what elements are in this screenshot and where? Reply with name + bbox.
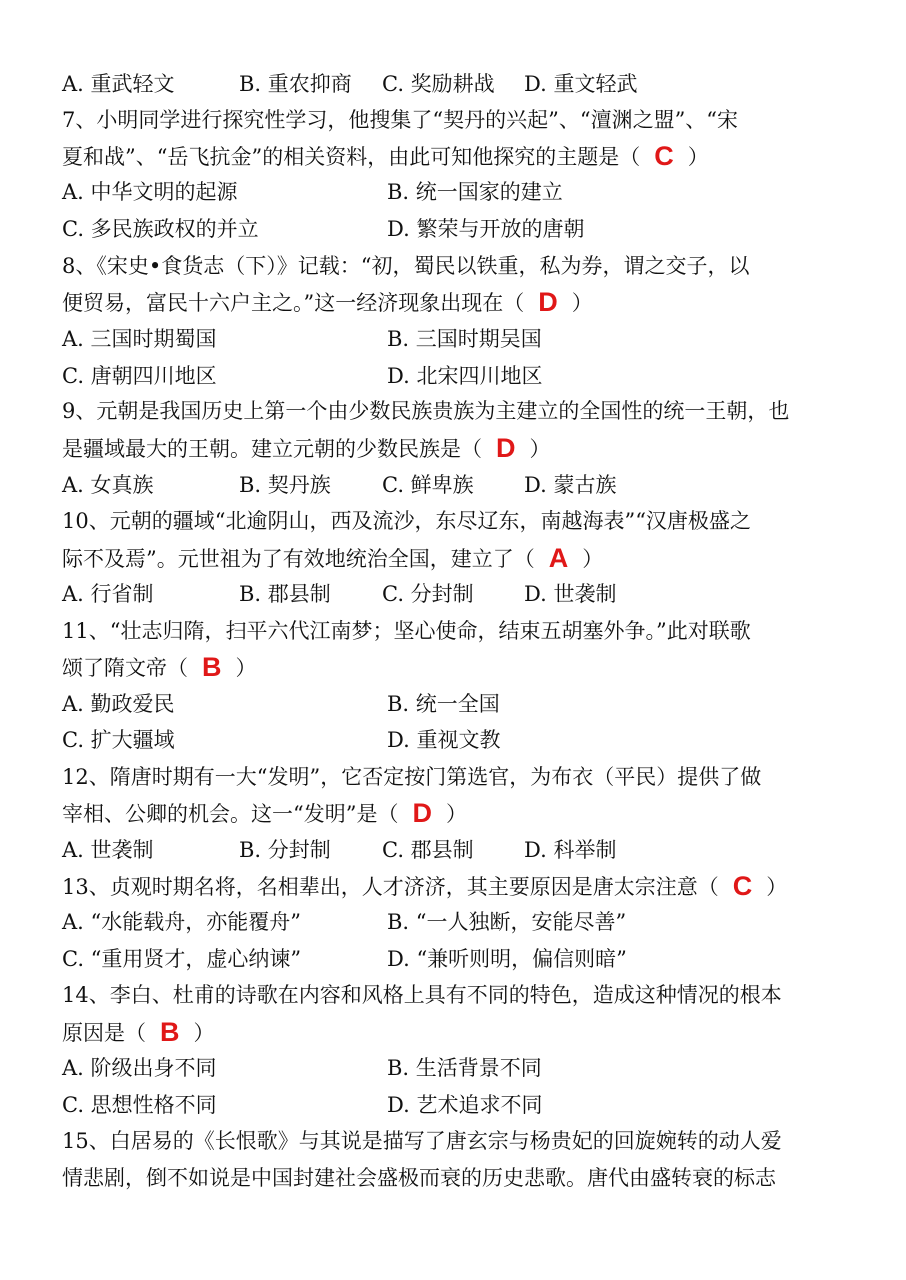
question-text: 14、李白、杜甫的诗歌在内容和风格上具有不同的特色，造成这种情况的根本 [62,983,782,1007]
option-row [62,832,862,868]
answer-option: C. 多民族政权的并立 [62,217,259,241]
option-row [62,941,862,977]
option-row [62,904,862,940]
answer-mark: D [496,433,516,463]
answer-mark: D [412,798,432,828]
question-line [62,430,862,466]
option-row [62,211,862,247]
question-text: 12、隋唐时期有一大“发明”，它否定按门第选官，为布衣（平民）提供了做 [62,765,762,789]
answer-mark: B [160,1017,180,1047]
answer-option: B. 三国时期吴国 [387,327,542,351]
question-line [62,977,862,1013]
question-text: 原因是（ [62,1021,146,1045]
answer-option: C. 鲜卑族 [382,473,474,497]
question-text: 13、贞观时期名将，名相辈出，人才济济，其主要原因是唐太宗注意（ [62,875,719,899]
question-line [62,393,862,429]
question-text: 是疆域最大的王朝。建立元朝的少数民族是（ [62,437,482,461]
answer-option: C. 思想性格不同 [62,1093,217,1117]
answer-option: C. 郡县制 [382,838,474,862]
answer-option: B. 生活背景不同 [387,1056,542,1080]
answer-option: D. 繁荣与开放的唐朝 [387,217,585,241]
close-paren: ） [445,802,467,826]
answer-option: D. 北宋四川地区 [387,364,543,388]
question-line [62,649,862,685]
option-row [62,686,862,722]
answer-option: A. 三国时期蜀国 [62,327,217,351]
question-text: 15、白居易的《长恨歌》与其说是描写了唐玄宗与杨贵妃的回旋婉转的动人爱 [62,1129,782,1153]
question-line [62,248,862,284]
answer-option: D. 艺术追求不同 [387,1093,543,1117]
question-line [62,138,862,174]
answer-mark: B [202,652,222,682]
answer-option: D. “兼听则明，偏信则暗” [387,947,627,971]
answer-mark: C [732,871,753,901]
question-line [62,1123,862,1159]
answer-option: A. 行省制 [62,582,154,606]
answer-option: D. 科举制 [524,838,617,862]
answer-option: B. 契丹族 [239,473,331,497]
close-paren: ） [687,145,709,169]
question-line [62,503,862,539]
answer-option: A. “水能载舟，亦能覆舟” [62,910,301,934]
answer-option: A. 世袭制 [62,838,154,862]
answer-option: C. 奖励耕战 [382,72,495,96]
answer-option: B. 重农抑商 [239,72,352,96]
answer-option: D. 重文轻武 [524,72,638,96]
question-line [62,613,862,649]
answer-option: C. 唐朝四川地区 [62,364,217,388]
question-text: 夏和战”、“岳飞抗金”的相关资料，由此可知他探究的主题是（ [62,145,641,169]
option-row [62,467,862,503]
answer-mark: A [548,543,569,573]
question-line [62,868,862,904]
question-text: 8、《宋史•食货志（下）》记载：“初，蜀民以铁重，私为券，谓之交子，以 [62,254,750,278]
close-paren: ） [193,1021,215,1045]
question-line [62,284,862,320]
question-text: 宰相、公卿的机会。这一“发明”是（ [62,802,399,826]
question-line [62,795,862,831]
answer-mark: C [654,141,674,171]
question-text: 10、元朝的疆域“北逾阴山，西及流沙，东尽辽东，南越海表”“汉唐极盛之 [62,509,751,533]
question-text: 情悲剧，倒不如说是中国封建社会盛极而衰的历史悲歌。唐代由盛转衰的标志 [62,1166,776,1190]
answer-option: A. 重武轻文 [62,72,175,96]
question-text: 11、“壮志归隋，扫平六代江南梦；坚心使命，结束五胡塞外争。”此对联歌 [62,619,751,643]
answer-option: B. 分封制 [239,838,331,862]
option-row [62,1050,862,1086]
answer-option: C. “重用贤才，虚心纳谏” [62,947,302,971]
answer-option: B. 统一全国 [387,692,500,716]
question-line [62,102,862,138]
answer-option: A. 勤政爱民 [62,692,175,716]
close-paren: ） [571,291,593,315]
option-row [62,174,862,210]
question-text: 7、小明同学进行探究性学习，他搜集了“契丹的兴起”、“澶渊之盟”、“宋 [62,108,739,132]
answer-option: B. 郡县制 [239,582,331,606]
close-paren: ） [582,547,604,571]
answer-option: B. “一人独断，安能尽善” [387,910,627,934]
question-text: 便贸易，富民十六户主之。”这一经济现象出现在（ [62,291,525,315]
option-row [62,358,862,394]
question-line [62,540,862,576]
answer-option: D. 世袭制 [524,582,617,606]
question-line [62,1014,862,1050]
answer-mark: D [538,287,558,317]
option-row [62,1087,862,1123]
question-text: 际不及焉”。元世祖为了有效地统治全国，建立了（ [62,547,535,571]
answer-option: C. 扩大疆域 [62,728,175,752]
answer-option: B. 统一国家的建立 [387,180,563,204]
answer-option: A. 女真族 [62,473,154,497]
question-text: 9、元朝是我国历史上第一个由少数民族贵族为主建立的全国性的统一王朝，也 [62,399,790,423]
answer-option: D. 蒙古族 [524,473,617,497]
option-row [62,722,862,758]
answer-option: D. 重视文教 [387,728,501,752]
answer-option: A. 阶级出身不同 [62,1056,217,1080]
option-row [62,321,862,357]
option-row [62,66,862,102]
question-line [62,1160,862,1196]
answer-option: A. 中华文明的起源 [62,180,238,204]
question-line [62,759,862,795]
question-text: 颂了隋文帝（ [62,656,188,680]
answer-option: C. 分封制 [382,582,474,606]
option-row [62,576,862,612]
close-paren: ） [529,437,551,461]
close-paren: ） [235,656,257,680]
close-paren: ） [766,875,788,899]
